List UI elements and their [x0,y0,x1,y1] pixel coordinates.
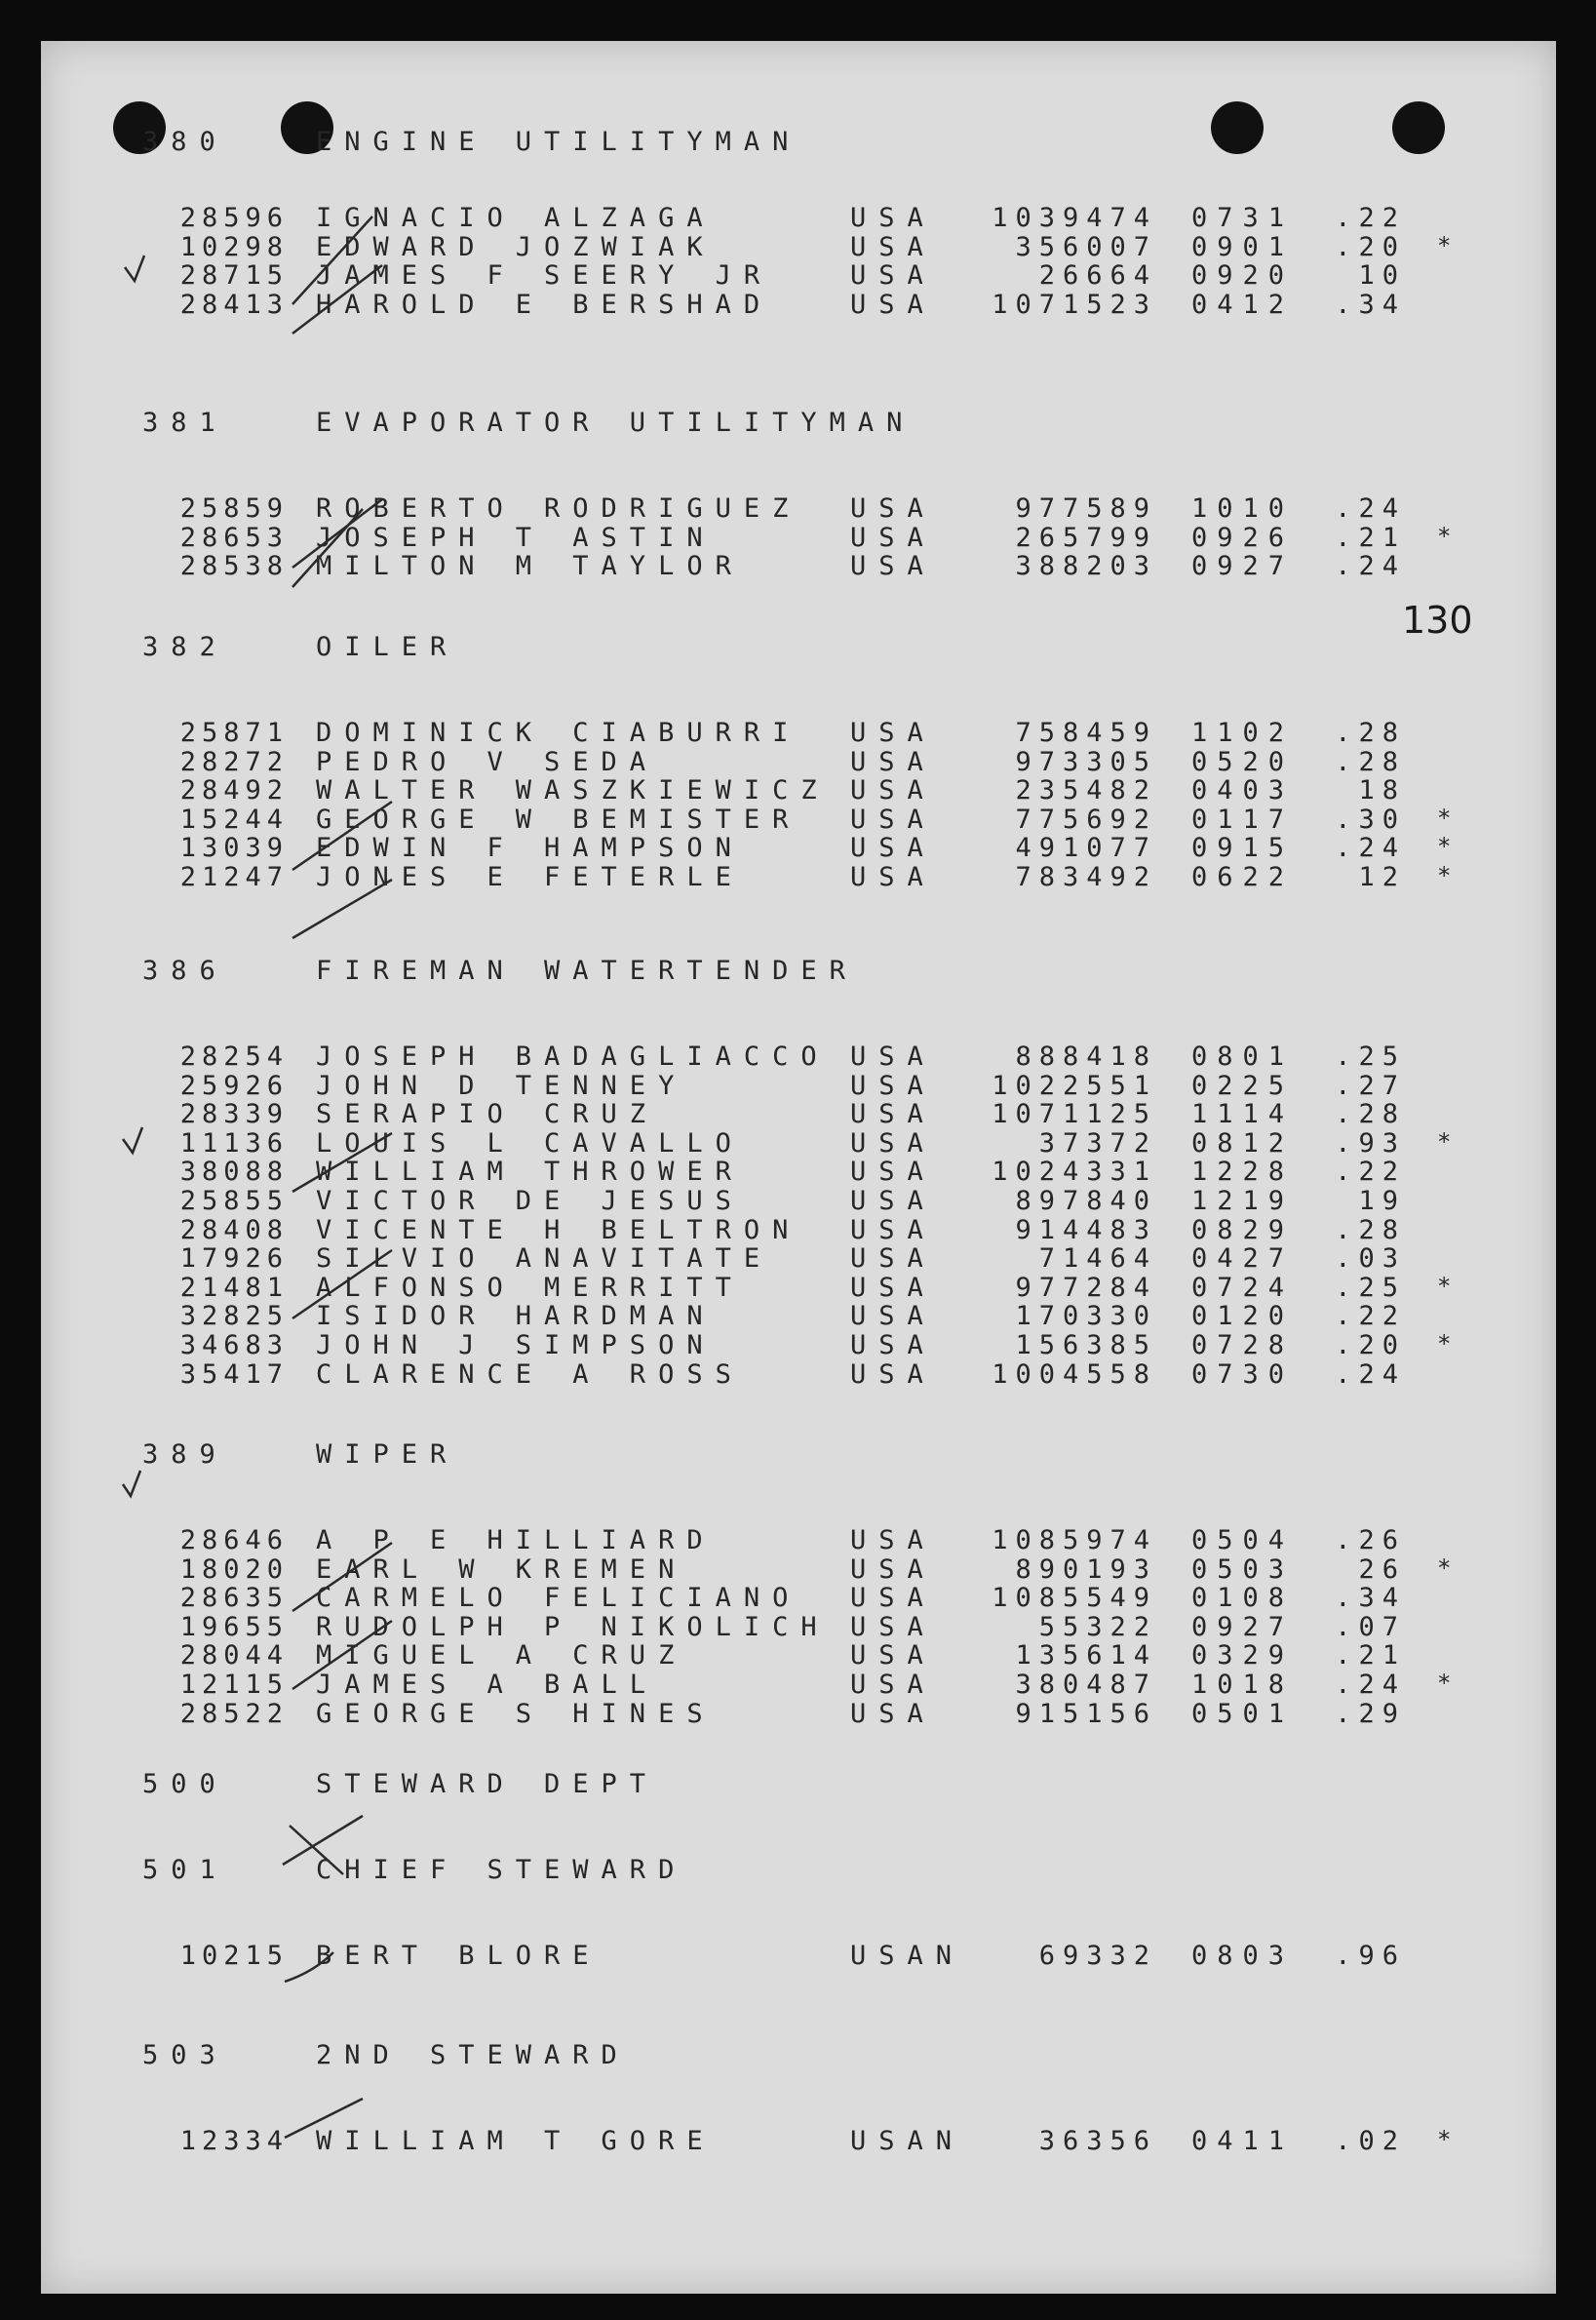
crew-number: 1071523 [992,289,1157,320]
crew-name: CLARENCE A ROSS [316,1358,744,1390]
crew-name: EDWIN F HAMPSON [316,833,744,864]
crew-flag: * [1437,1272,1464,1300]
crew-id: 12334 [179,2126,289,2156]
crew-nationality: USA [850,1099,936,1130]
pen-stroke [285,2099,363,2138]
section-title: STEWARD DEPT [316,1769,659,1799]
crew-rate: .25 [1335,1042,1406,1072]
crew-number: 26664 [1038,260,1157,292]
crew-flag: * [1437,1330,1464,1357]
pen-stroke [125,256,144,281]
crew-rate: .96 [1335,1941,1406,1971]
crew-nationality: USA [850,862,936,892]
crew-id: 34683 [179,1330,289,1360]
crew-flag: * [1437,1127,1464,1156]
crew-nationality: USA [850,231,936,262]
crew-id: 19655 [179,1611,289,1642]
crew-number: 973305 [1015,746,1157,777]
crew-code: 0225 [1191,1070,1295,1101]
crew-number: 1004558 [992,1358,1157,1390]
crew-name: JOSEPH BADAGLIACCO [316,1042,830,1072]
crew-number: 37372 [1038,1127,1157,1159]
crew-name: WALTER WASZKIEWICZ [316,775,830,806]
crew-nationality: USA [850,289,936,320]
crew-rate: .22 [1335,1157,1406,1188]
crew-number: 36356 [1038,2126,1157,2156]
crew-rate: .20 [1335,231,1406,262]
crew-nationality: USA [850,1042,936,1072]
crew-id: 28522 [179,1698,289,1729]
crew-nationality: USA [850,1640,936,1671]
crew-name: PEDRO V SEDA [316,746,659,777]
crew-rate: .24 [1335,1358,1406,1390]
crew-number: 1071125 [992,1099,1157,1130]
crew-flag: * [1437,1670,1464,1697]
crew-id: 32825 [179,1301,289,1332]
crew-nationality: USA [850,1157,936,1188]
section-code: 381 [142,408,228,438]
crew-number: 897840 [1015,1186,1157,1216]
crew-rate: .34 [1335,289,1406,320]
crew-rate: .29 [1335,1698,1406,1729]
crew-name: DOMINICK CIABURRI [316,718,801,748]
crew-number: 170330 [1015,1301,1157,1332]
crew-number: 135614 [1015,1640,1157,1671]
pen-stroke [292,1250,392,1318]
crew-rate: .21 [1335,522,1406,553]
crew-number: 235482 [1015,775,1157,806]
crew-rate: .30 [1335,804,1406,835]
section-title: EVAPORATOR UTILITYMAN [316,408,915,438]
crew-nationality: USA [850,1698,936,1729]
crew-id: 25871 [179,718,289,748]
crew-number: 888418 [1015,1042,1157,1072]
crew-name: SERAPIO CRUZ [316,1099,659,1130]
crew-number: 380487 [1015,1670,1157,1700]
crew-rate: 10 [1358,260,1406,292]
crew-id: 21247 [179,862,289,892]
crew-name: JOSEPH T ASTIN [316,522,716,553]
crew-name: JONES E FETERLE [316,862,744,892]
crew-code: 0927 [1191,551,1295,582]
pen-stroke [123,1127,142,1153]
pen-stroke [292,1621,392,1689]
crew-code: 0411 [1191,2126,1295,2156]
crew-id: 21481 [179,1272,289,1303]
crew-name: MIGUEL A CRUZ [316,1640,687,1671]
document-page [41,41,1556,2294]
crew-id: 28538 [179,551,289,582]
section-title: OILER [316,632,459,662]
crew-number: 977284 [1015,1272,1157,1303]
crew-name: JAMES F SEERY JR [316,260,773,292]
crew-id: 25855 [179,1186,289,1216]
crew-rate: .28 [1335,1099,1406,1130]
crew-id: 28272 [179,746,289,777]
crew-number: 977589 [1015,493,1157,524]
crew-name: ROBERTO RODRIGUEZ [316,493,801,524]
crew-code: 0403 [1191,775,1295,806]
crew-number: 55322 [1038,1611,1157,1642]
pen-marks [41,41,1556,2294]
crew-nationality: USA [850,833,936,864]
crew-code: 0622 [1191,862,1295,892]
crew-name: SILVIO ANAVITATE [316,1243,773,1275]
pen-stroke [123,1471,140,1496]
crew-flag: * [1437,862,1464,889]
crew-number: 775692 [1015,804,1157,835]
crew-rate: .34 [1335,1583,1406,1614]
crew-number: 388203 [1015,551,1157,582]
crew-code: 1114 [1191,1099,1295,1130]
crew-nationality: USAN [850,2126,965,2156]
crew-nationality: USA [850,1611,936,1642]
crew-nationality: USA [850,804,936,835]
section-code: 389 [142,1439,228,1470]
crew-id: 35417 [179,1358,289,1390]
crew-id: 28413 [179,289,289,320]
crew-code: 1010 [1191,493,1295,524]
section-title: 2ND STEWARD [316,2040,630,2070]
crew-rate: .22 [1335,203,1406,233]
crew-id: 15244 [179,804,289,835]
crew-name: GEORGE W BEMISTER [316,804,801,835]
pen-stroke [292,802,392,870]
section-title: ENGINE UTILITYMAN [316,127,801,157]
crew-rate: .28 [1335,746,1406,777]
crew-code: 0117 [1191,804,1295,835]
crew-rate: .24 [1335,833,1406,864]
crew-flag: * [1437,2126,1464,2153]
section-code: 380 [142,127,228,157]
crew-rate: .20 [1335,1330,1406,1360]
crew-code: 0801 [1191,1042,1295,1072]
crew-nationality: USA [850,1330,936,1360]
crew-code: 0120 [1191,1301,1295,1332]
crew-rate: .24 [1335,493,1406,524]
section-code: 501 [142,1855,228,1885]
crew-code: 0927 [1191,1611,1295,1642]
crew-number: 1022551 [992,1070,1157,1101]
crew-rate: 18 [1358,775,1406,806]
crew-nationality: USA [850,718,936,748]
crew-id: 11136 [179,1127,289,1159]
crew-code: 0920 [1191,260,1295,292]
crew-rate: .93 [1335,1127,1406,1159]
crew-id: 28653 [179,522,289,553]
crew-name: A P E HILLIARD [316,1525,716,1555]
crew-rate: .28 [1335,718,1406,748]
crew-number: 1085974 [992,1525,1157,1555]
crew-name: EARL W KREMEN [316,1553,687,1585]
crew-id: 17926 [179,1243,289,1275]
crew-code: 1228 [1191,1157,1295,1188]
crew-code: 1102 [1191,718,1295,748]
page-number: 130 [1402,599,1473,642]
crew-name: VICENTE H BELTRON [316,1214,801,1245]
crew-rate: .28 [1335,1214,1406,1245]
crew-nationality: USA [850,493,936,524]
crew-name: CARMELO FELICIANO [316,1583,801,1614]
crew-rate: .24 [1335,551,1406,582]
crew-number: 69332 [1038,1941,1157,1971]
crew-flag: * [1437,804,1464,832]
section-code: 503 [142,2040,228,2070]
pen-stroke [285,1952,333,1982]
pen-stroke [292,880,392,938]
crew-number: 758459 [1015,718,1157,748]
crew-id: 18020 [179,1553,289,1585]
crew-code: 0724 [1191,1272,1295,1303]
crew-rate: .27 [1335,1070,1406,1101]
crew-number: 71464 [1038,1243,1157,1275]
crew-rate: .21 [1335,1640,1406,1671]
crew-id: 28646 [179,1525,289,1555]
crew-flag: * [1437,231,1464,259]
crew-nationality: USA [850,1583,936,1614]
section-code: 386 [142,956,228,986]
crew-id: 28044 [179,1640,289,1671]
crew-nationality: USA [850,1358,936,1390]
crew-id: 13039 [179,833,289,864]
crew-code: 0108 [1191,1583,1295,1614]
crew-rate: .26 [1335,1525,1406,1555]
crew-number: 783492 [1015,862,1157,892]
crew-name: ISIDOR HARDMAN [316,1301,716,1332]
crew-code: 0329 [1191,1640,1295,1671]
crew-id: 28635 [179,1583,289,1614]
crew-id: 28596 [179,203,289,233]
crew-rate: .03 [1335,1243,1406,1275]
section-title: CHIEF STEWARD [316,1855,687,1885]
crew-id: 28254 [179,1042,289,1072]
crew-code: 0731 [1191,203,1295,233]
crew-id: 25859 [179,493,289,524]
crew-rate: 19 [1358,1186,1406,1216]
crew-nationality: USA [850,1214,936,1245]
crew-flag: * [1437,833,1464,861]
crew-nationality: USA [850,1186,936,1216]
crew-nationality: USA [850,1553,936,1585]
section-title: FIREMAN WATERTENDER [316,956,858,986]
crew-rate: .22 [1335,1301,1406,1332]
crew-name: JAMES A BALL [316,1670,659,1700]
crew-code: 0926 [1191,522,1295,553]
crew-name: HAROLD E BERSHAD [316,289,773,320]
crew-code: 0501 [1191,1698,1295,1729]
crew-number: 1039474 [992,203,1157,233]
crew-code: 0520 [1191,746,1295,777]
crew-number: 356007 [1015,231,1157,262]
crew-number: 1085549 [992,1583,1157,1614]
crew-nationality: USA [850,203,936,233]
crew-code: 0901 [1191,231,1295,262]
crew-rate: 12 [1358,862,1406,892]
crew-id: 28408 [179,1214,289,1245]
crew-code: 1018 [1191,1670,1295,1700]
pen-stroke [292,265,382,334]
crew-name: EDWARD JOZWIAK [316,231,716,262]
crew-code: 1219 [1191,1186,1295,1216]
crew-code: 0412 [1191,289,1295,320]
crew-rate: .02 [1335,2126,1406,2156]
crew-rate: .25 [1335,1272,1406,1303]
crew-code: 0503 [1191,1553,1295,1585]
crew-name: RUDOLPH P NIKOLICH [316,1611,830,1642]
crew-nationality: USA [850,746,936,777]
crew-id: 25926 [179,1070,289,1101]
crew-name: JOHN D TENNEY [316,1070,687,1101]
crew-number: 914483 [1015,1214,1157,1245]
crew-nationality: USA [850,1670,936,1700]
crew-name: GEORGE S HINES [316,1698,716,1729]
crew-id: 28715 [179,260,289,292]
crew-name: MILTON M TAYLOR [316,551,744,582]
crew-number: 265799 [1015,522,1157,553]
crew-code: 0730 [1191,1358,1295,1390]
crew-name: ALFONSO MERRITT [316,1272,744,1303]
crew-number: 890193 [1015,1553,1157,1585]
crew-code: 0829 [1191,1214,1295,1245]
crew-nationality: USA [850,551,936,582]
crew-number: 491077 [1015,833,1157,864]
crew-name: BERT BLORE [316,1941,602,1971]
section-title: WIPER [316,1439,459,1470]
crew-nationality: USA [850,775,936,806]
section-code: 500 [142,1769,228,1799]
crew-name: JOHN J SIMPSON [316,1330,716,1360]
crew-code: 0728 [1191,1330,1295,1360]
crew-number: 1024331 [992,1157,1157,1188]
crew-code: 0812 [1191,1127,1295,1159]
crew-rate: .24 [1335,1670,1406,1700]
crew-id: 12115 [179,1670,289,1700]
crew-name: VICTOR DE JESUS [316,1186,744,1216]
crew-code: 0915 [1191,833,1295,864]
crew-nationality: USA [850,1525,936,1555]
crew-id: 10215 [179,1941,289,1971]
crew-nationality: USA [850,522,936,553]
crew-name: LOUIS L CAVALLO [316,1127,744,1159]
crew-code: 0427 [1191,1243,1295,1275]
crew-nationality: USA [850,1301,936,1332]
crew-number: 156385 [1015,1330,1157,1360]
crew-name: WILLIAM THROWER [316,1157,744,1188]
crew-rate: .07 [1335,1611,1406,1642]
crew-nationality: USA [850,1272,936,1303]
crew-number: 915156 [1015,1698,1157,1729]
crew-name: WILLIAM T GORE [316,2126,716,2156]
crew-id: 28339 [179,1099,289,1130]
crew-nationality: USA [850,1127,936,1159]
pen-stroke [292,1543,392,1611]
section-code: 382 [142,632,228,662]
crew-flag: * [1437,1553,1464,1582]
crew-code: 0504 [1191,1525,1295,1555]
crew-rate: 26 [1358,1553,1406,1585]
crew-id: 38088 [179,1157,289,1188]
crew-id: 28492 [179,775,289,806]
crew-nationality: USA [850,1243,936,1275]
crew-nationality: USAN [850,1941,965,1971]
pen-stroke [292,499,382,568]
crew-nationality: USA [850,260,936,292]
crew-code: 0803 [1191,1941,1295,1971]
crew-id: 10298 [179,231,289,262]
crew-flag: * [1437,522,1464,550]
pen-stroke [292,216,372,304]
pen-stroke [292,1133,392,1192]
crew-name: IGNACIO ALZAGA [316,203,716,233]
crew-nationality: USA [850,1070,936,1101]
